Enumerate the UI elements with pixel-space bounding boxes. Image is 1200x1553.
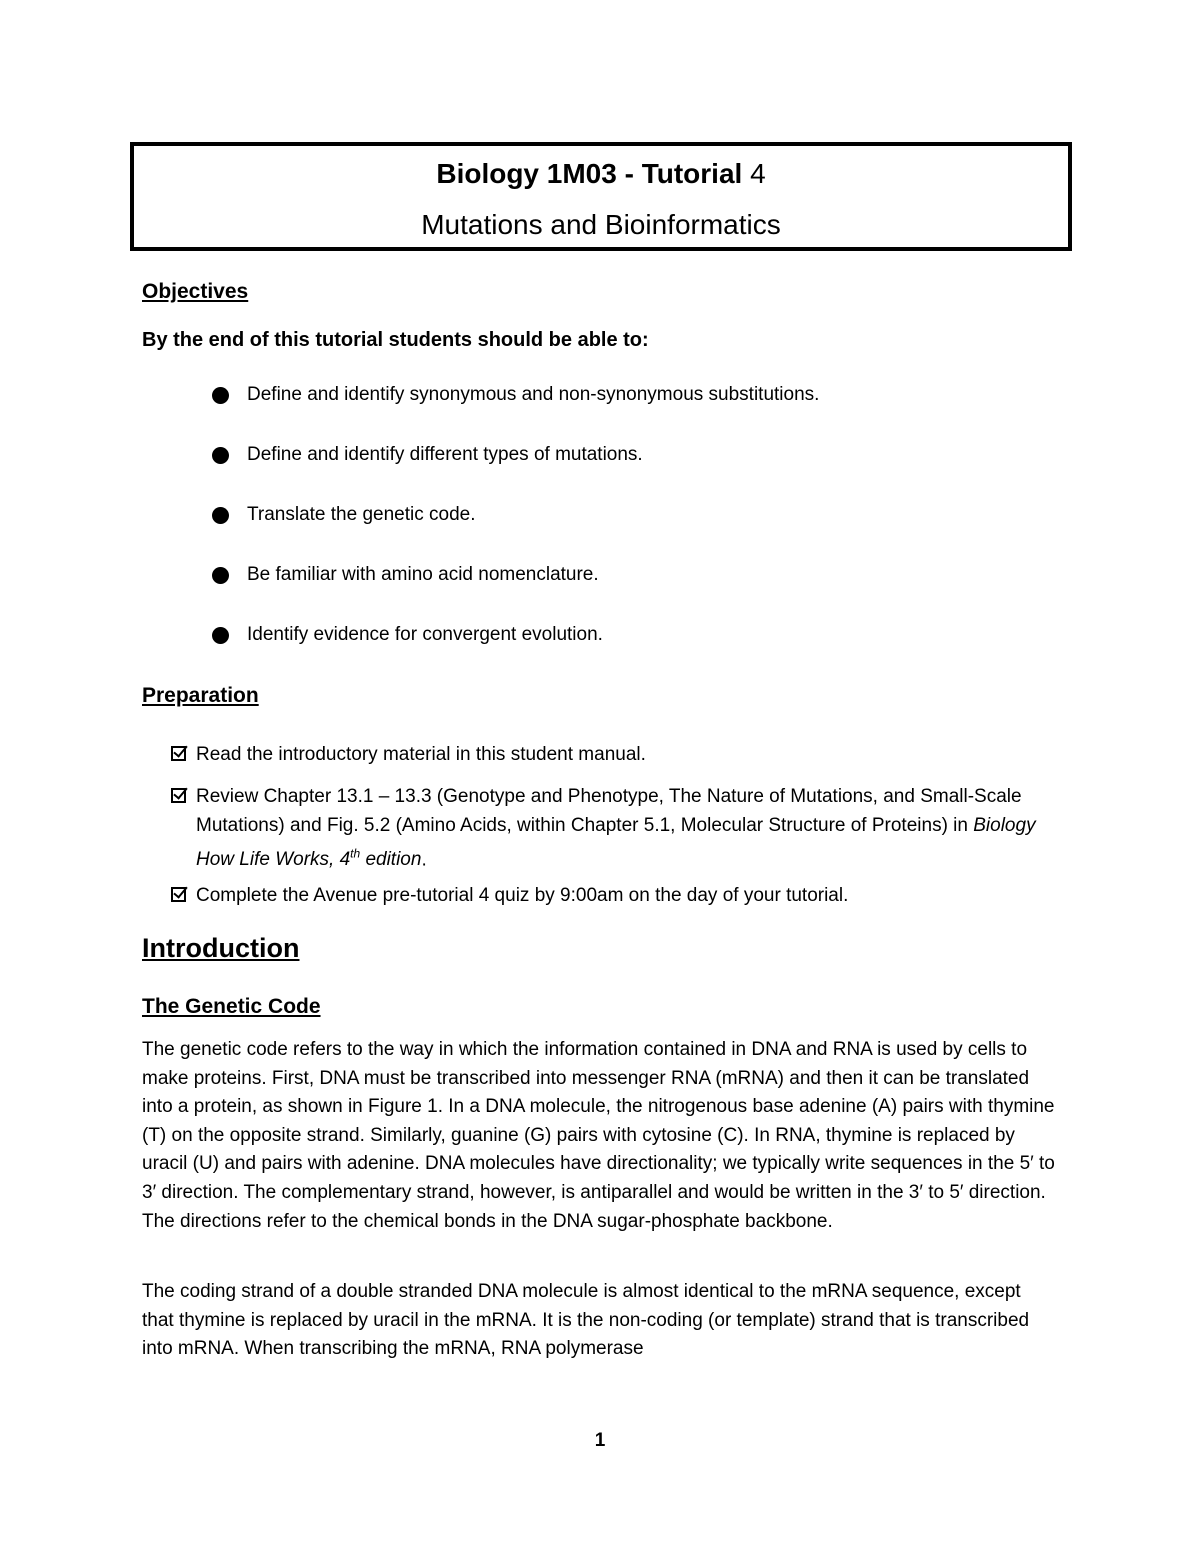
superscript: th <box>350 847 361 861</box>
checkbox-checked-icon <box>171 746 186 761</box>
bullet-icon <box>212 627 229 644</box>
paragraph: The genetic code refers to the way in which the information contained in DNA and RNA is used by cells to make proteins. First, DNA must be transcribed into messenger RNA (mRNA) and then it can be translated into a protein, as shown in Figure 1. In a DNA molecule, the nitrogenous base adenine (A) pairs with thymine (T) on the opposite strand. Similarly, guanine (G) pairs with cytosine (C). In RNA, thymine is replaced by uracil (U) and pairs with adenine. DNA molecules have directionality; we typically write sequences in the 5′ to 3′ direction. The complementary strand, however, is antiparallel and would be written in the 3′ to 5′ direction. The directions refer to the chemical bonds in the DNA sugar-phosphate backbone. <box>142 1039 1055 1232</box>
objectives-heading: Objectives <box>142 280 249 303</box>
list-item <box>171 740 1076 769</box>
list-item <box>171 782 1076 874</box>
list-item <box>212 622 819 682</box>
objective-text: Define and identify different types of mutations. <box>247 444 643 465</box>
list-item <box>212 562 819 622</box>
prep-item-text: Complete the Avenue pre-tutorial 4 quiz by 9:00am on the day of your tutorial. <box>196 885 849 906</box>
list-item <box>212 442 819 502</box>
objective-text: Be familiar with amino acid nomenclature. <box>247 564 599 585</box>
document-title-text: Biology 1M03 - Tutorial <box>436 158 743 189</box>
book-edition: edition <box>360 849 422 871</box>
paragraph: The coding strand of a double stranded DNA molecule is almost identical to the mRNA sequence, except that thymine is replaced by uracil in the mRNA. It is the non-coding (or template) strand that is transcribed into mRNA. When transcribing the mRNA, RNA polymerase <box>142 1281 1030 1360</box>
objective-text: Identify evidence for convergent evolution. <box>247 624 603 645</box>
checkbox-checked-icon <box>171 887 186 902</box>
preparation-list <box>171 782 1076 874</box>
objective-text: Translate the genetic code. <box>247 504 476 525</box>
bullet-icon <box>212 447 229 464</box>
preparation-heading: Preparation <box>142 684 259 707</box>
prep-item-text-part: Review Chapter 13.1 – 13.3 (Genotype and Phenotype, The Nature of Mutations, and Small-Scale Mutations) and Fig. 5.2 (Amino Acids, within Chapter 5.1, Molecular Structure of Proteins) in <box>196 786 1022 836</box>
checkbox-checked-icon <box>171 788 186 803</box>
book-title-text: Biology How Life Works, 4 <box>196 815 1036 871</box>
tutorial-number: 4 <box>750 158 766 189</box>
objectives-list <box>212 382 819 682</box>
introduction-heading: Introduction <box>142 933 300 963</box>
prep-item-text: Read the introductory material in this student manual. <box>196 744 646 765</box>
genetic-code-heading: The Genetic Code <box>142 995 321 1018</box>
title-box <box>130 142 1072 251</box>
list-item <box>212 382 819 442</box>
prep-item-text <box>196 782 1076 874</box>
preparation-list <box>171 881 1076 910</box>
list-item <box>212 502 819 562</box>
bullet-icon <box>212 387 229 404</box>
objective-text: Define and identify synonymous and non-synonymous substitutions. <box>247 384 820 405</box>
page-number: 1 <box>594 1430 606 1451</box>
list-item <box>171 881 1076 910</box>
objectives-lead: By the end of this tutorial students should be able to: <box>142 329 649 351</box>
bullet-icon <box>212 507 229 524</box>
bullet-icon <box>212 567 229 584</box>
document-title <box>134 158 1068 190</box>
document-subtitle: Mutations and Bioinformatics <box>421 209 781 240</box>
prep-item-period: . <box>421 849 427 871</box>
preparation-list <box>171 740 1076 769</box>
